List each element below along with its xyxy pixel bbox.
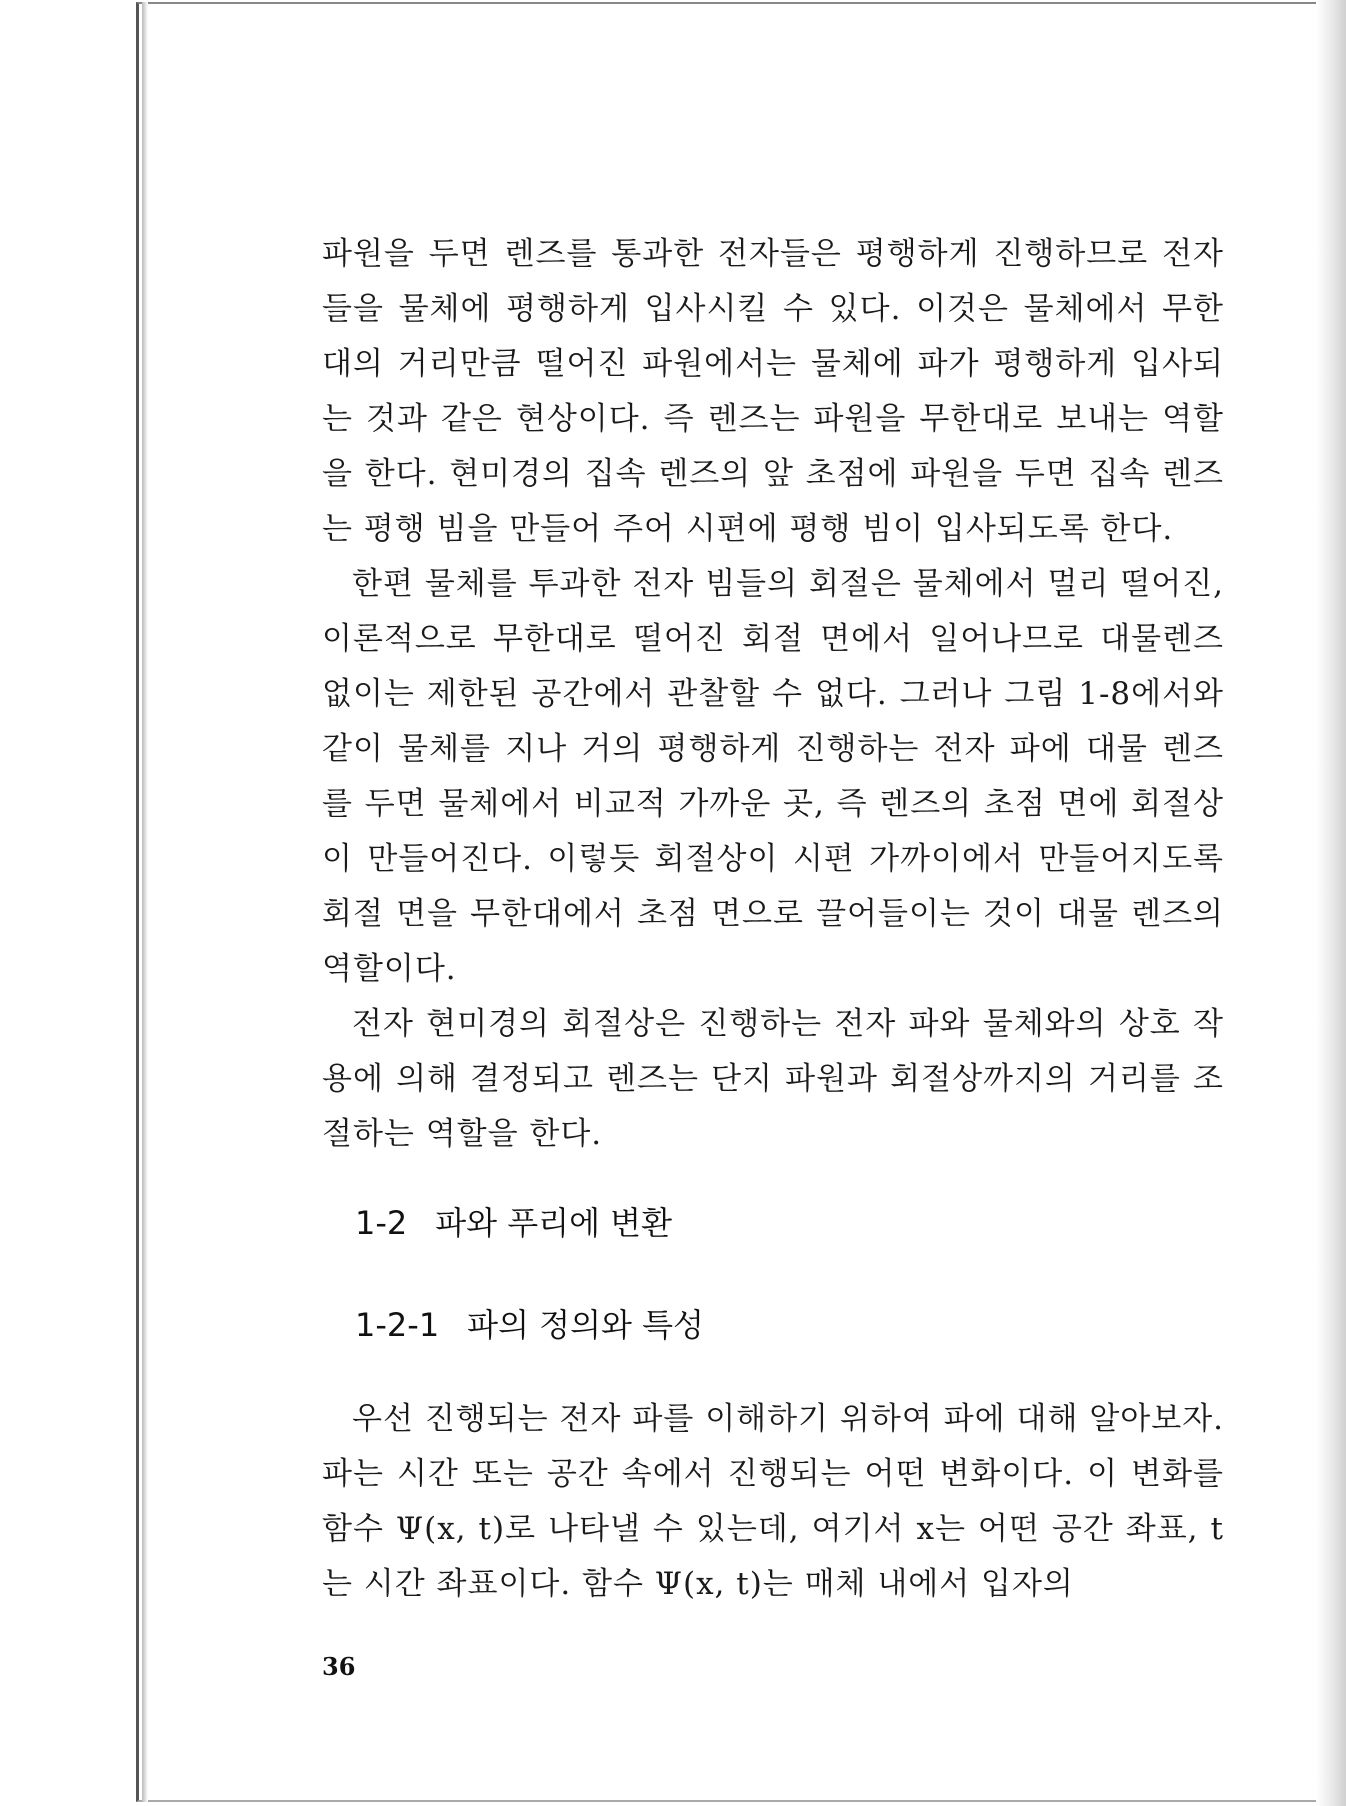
page-spine [142,2,148,1802]
top-text-block [322,227,1224,1162]
subsection-heading [355,1300,704,1346]
paragraph-4: 우선 진행되는 전자 파를 이해하기 위하여 파에 대해 알아보자. 파는 시간 또는 공간 속에서 진행되는 어떤 변화이다. 이 변화를 함수 Ψ(x, t)로 나타낼 수 있는데, 여기서 x는 어떤 공간 좌표, t는 시간 좌표이다. 함수 Ψ(x, t)는 매체 내에서 입자의 [322,1401,1224,1602]
paragraph-2: 한편 물체를 투과한 전자 빔들의 회절은 물체에서 멀리 떨어진, 이론적으로 무한대로 떨어진 회절 면에서 일어나므로 대물렌즈 없이는 제한된 공간에서 관찰할 수 없다. 그러나 그림 1-8에서와 같이 물체를 지나 거의 평행하게 진행하는 전자 파에 대물 렌즈를 두면 물체에서 비교적 가까운 곳, 즉 렌즈의 초점 면에 회절상이 만들어진다. 이렇듯 회절상이 시편 가까이에서 만들어지도록 회절 면을 무한대에서 초점 면으로 끌어들이는 것이 대물 렌즈의 역할이다. [322,566,1224,987]
page-edge-shadow [1316,0,1346,1806]
paragraph-3: 전자 현미경의 회절상은 진행하는 전자 파와 물체와의 상호 작용에 의해 결정되고 렌즈는 단지 파원과 회절상까지의 거리를 조절하는 역할을 한다. [322,1006,1224,1152]
section-title: 파와 푸리에 변환 [435,1204,672,1242]
subsection-number: 1-2-1 [355,1306,440,1344]
page-number: 36 [322,1652,356,1681]
section-heading [355,1198,672,1244]
section-number: 1-2 [355,1204,408,1242]
paragraph-1: 파원을 두면 렌즈를 통과한 전자들은 평행하게 진행하므로 전자들을 물체에 평행하게 입사시킬 수 있다. 이것은 물체에서 무한대의 거리만큼 떨어진 파원에서는 물체에 파가 평행하게 입사되는 것과 같은 현상이다. 즉 렌즈는 파원을 무한대로 보내는 역할을 한다. 현미경의 집속 렌즈의 앞 초점에 파원을 두면 집속 렌즈는 평행 빔을 만들어 주어 시편에 평행 빔이 입사되도록 한다. [322,236,1224,547]
subsection-title: 파의 정의와 특성 [467,1306,704,1344]
bottom-text-block [322,1392,1224,1612]
